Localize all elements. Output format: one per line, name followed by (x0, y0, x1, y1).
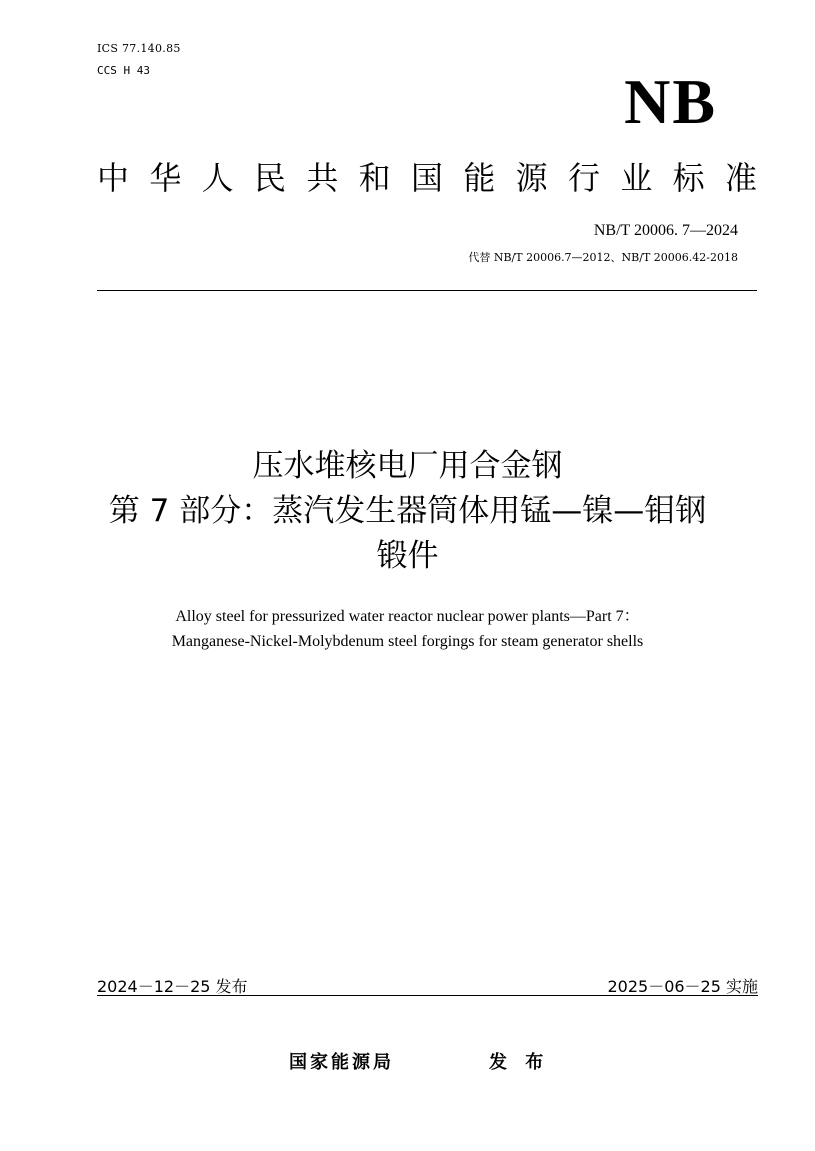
chinese-title-line-1: 压水堆核电厂用合金钢 (252, 448, 563, 484)
issue-date: 2024－12－25 发布 (97, 977, 248, 996)
chinese-title-line-2: 第 7 部分：蒸汽发生器筒体用锰—镍—钼钢 (108, 493, 707, 529)
header-divider (97, 290, 757, 291)
standard-type-heading: 中华人民共和国能源行业标准 (97, 159, 759, 197)
english-title (0, 604, 815, 654)
implementation-date: 2025－06－25 实施 (607, 977, 758, 996)
publish-label: 发 布 (489, 1052, 550, 1073)
publisher-name: 国家能源局 (289, 1052, 394, 1073)
ics-code: ICS 77.140.85 (97, 42, 181, 55)
standard-number: NB/T 20006. 7—2024 (593, 222, 738, 239)
nb-standard-mark: NB (624, 66, 717, 137)
chinese-title (0, 444, 815, 579)
ccs-code: CCS H 43 (97, 64, 150, 77)
replaces-note: 代替 NB/T 20006.7—2012、NB/T 20006.42-2018 (468, 251, 738, 264)
english-title-line-2: Manganese-Nickel-Molybdenum steel forgings for steam generator shells (171, 633, 644, 650)
chinese-title-line-3: 锻件 (376, 538, 439, 574)
footer-divider (97, 995, 758, 996)
english-title-line-1: Alloy steel for pressurized water reactor nuclear power plants—Part 7： (175, 608, 640, 625)
